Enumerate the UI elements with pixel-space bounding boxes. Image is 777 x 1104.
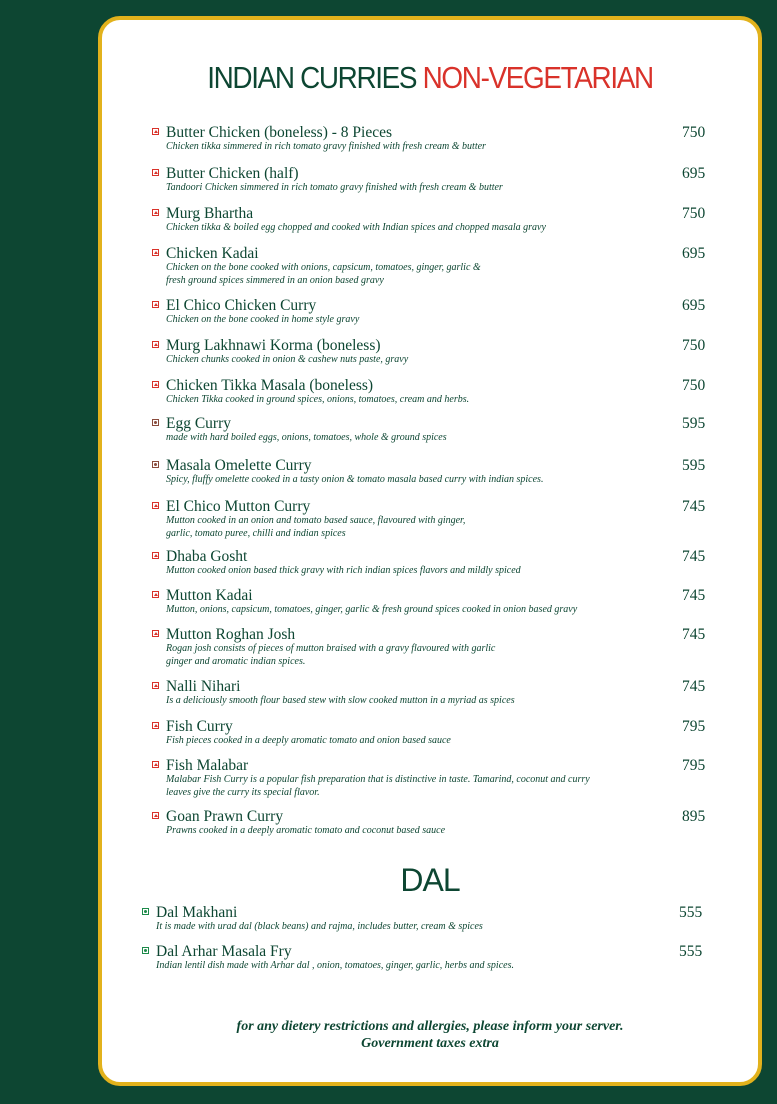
item-description: Indian lentil dish made with Arhar dal , onion, tomatoes, ginger, garlic, herbs and spices.	[156, 960, 514, 971]
item-price: 595	[682, 415, 706, 432]
item-description: Chicken on the bone cooked with onions, capsicum, tomatoes, ginger, garlic &	[166, 262, 481, 273]
item-name: El Chico Mutton Curry	[166, 498, 311, 515]
item-description: Chicken tikka simmered in rich tomato gravy finished with fresh cream & butter	[166, 141, 486, 152]
title-part-1: INDIAN CURRIES	[207, 60, 417, 95]
item-name: Fish Curry	[166, 718, 233, 735]
item-price: 750	[682, 337, 706, 354]
non-veg-icon	[152, 128, 159, 135]
menu-item	[166, 757, 590, 799]
item-description: Spicy, fluffy omelette cooked in a tasty onion & tomato masala based curry with indian spices.	[166, 474, 544, 485]
item-name: Egg Curry	[166, 415, 232, 432]
item-price: 745	[682, 678, 706, 695]
item-name: Goan Prawn Curry	[166, 808, 284, 825]
item-price: 795	[682, 757, 706, 774]
item-price: 745	[682, 548, 706, 565]
menu-item	[166, 587, 577, 617]
item-name: Dal Arhar Masala Fry	[156, 943, 292, 960]
item-description: Tandoori Chicken simmered in rich tomato gravy finished with fresh cream & butter	[166, 182, 503, 193]
menu-item	[166, 626, 495, 668]
item-name: Butter Chicken (half)	[166, 165, 299, 182]
item-name: Masala Omelette Curry	[166, 457, 312, 474]
title-part-2: NON-VEGETARIAN	[422, 60, 653, 95]
non-veg-icon	[152, 209, 159, 216]
item-price: 745	[682, 498, 706, 515]
item-price: 750	[682, 377, 706, 394]
item-price: 555	[679, 943, 703, 960]
footer-note	[102, 1018, 758, 1052]
item-description: fresh ground spices simmered in an onion based gravy	[166, 274, 384, 286]
item-name: Nalli Nihari	[166, 678, 241, 695]
menu-item	[166, 415, 447, 445]
item-price: 895	[682, 808, 706, 825]
non-veg-icon	[152, 552, 159, 559]
non-veg-icon	[152, 761, 159, 768]
item-name: Chicken Tikka Masala (boneless)	[166, 377, 374, 394]
menu-item	[166, 377, 469, 407]
page-title	[135, 60, 725, 96]
non-veg-icon	[152, 812, 159, 819]
non-veg-icon	[152, 502, 159, 509]
item-price: 745	[682, 587, 706, 604]
non-veg-icon	[152, 591, 159, 598]
item-price: 750	[682, 205, 706, 222]
footer-line-1: for any dietery restrictions and allergies, please inform your server.	[236, 1019, 624, 1034]
item-name: El Chico Chicken Curry	[166, 297, 317, 314]
item-description: Fish pieces cooked in a deeply aromatic tomato and onion based sauce	[166, 735, 451, 746]
item-description: Chicken chunks cooked in onion & cashew nuts paste, gravy	[166, 354, 409, 365]
veg-icon	[142, 947, 149, 954]
menu-item	[166, 205, 546, 235]
item-description: Chicken Tikka cooked in ground spices, onions, tomatoes, cream and herbs.	[166, 394, 470, 405]
item-name: Dal Makhani	[156, 904, 238, 921]
item-description: Prawns cooked in a deeply aromatic tomato and coconut based sauce	[166, 825, 446, 836]
non-veg-icon	[152, 630, 159, 637]
item-price: 695	[682, 165, 706, 182]
item-name: Mutton Roghan Josh	[166, 626, 296, 643]
non-veg-icon	[152, 722, 159, 729]
item-description: garlic, tomato puree, chilli and indian spices	[166, 527, 346, 539]
menu-item	[166, 245, 481, 287]
item-description: Mutton cooked onion based thick gravy with rich indian spices flavors and mildly spiced	[166, 565, 521, 576]
item-price: 595	[682, 457, 706, 474]
menu-item	[166, 165, 503, 195]
item-description: Is a deliciously smooth flour based stew with slow cooked mutton in a myriad as spices	[166, 695, 515, 706]
item-price: 555	[679, 904, 703, 921]
menu-item	[166, 498, 465, 540]
item-description: Chicken on the bone cooked in home style gravy	[166, 314, 360, 325]
item-description: Rogan josh consists of pieces of mutton braised with a gravy flavoured with garlic	[166, 643, 496, 654]
item-price: 695	[682, 297, 706, 314]
item-price: 750	[682, 124, 706, 141]
non-veg-icon	[152, 341, 159, 348]
non-veg-icon	[152, 381, 159, 388]
menu-item	[166, 718, 451, 748]
egg-icon	[152, 419, 159, 426]
menu-item	[156, 943, 514, 973]
item-name: Mutton Kadai	[166, 587, 253, 604]
menu-item	[166, 337, 408, 367]
item-description: leaves give the curry its special flavor.	[166, 786, 320, 798]
item-description: It is made with urad dal (black beans) and rajma, includes butter, cream & spices	[156, 921, 483, 932]
menu-card	[98, 16, 762, 1086]
item-price: 745	[682, 626, 706, 643]
item-name: Chicken Kadai	[166, 245, 259, 262]
menu-item	[166, 457, 543, 487]
menu-item	[166, 808, 445, 838]
non-veg-icon	[152, 682, 159, 689]
item-price: 695	[682, 245, 706, 262]
menu-item	[166, 548, 521, 578]
item-description: Malabar Fish Curry is a popular fish preparation that is distinctive in taste. Tamarind, coconut and curry	[166, 774, 590, 785]
item-name: Fish Malabar	[166, 757, 249, 774]
item-description: Chicken tikka & boiled egg chopped and cooked with Indian spices and chopped masala gravy	[166, 222, 546, 233]
non-veg-icon	[152, 249, 159, 256]
veg-icon	[142, 908, 149, 915]
menu-item	[166, 678, 515, 708]
footer-line-2: Government taxes extra	[361, 1036, 499, 1051]
item-description: ginger and aromatic indian spices.	[166, 655, 306, 667]
menu-item	[166, 124, 486, 154]
item-name: Dhaba Gosht	[166, 548, 248, 565]
item-price: 795	[682, 718, 706, 735]
item-name: Butter Chicken (boneless) - 8 Pieces	[166, 124, 392, 141]
non-veg-icon	[152, 301, 159, 308]
menu-item	[166, 297, 359, 327]
item-name: Murg Lakhnawi Korma (boneless)	[166, 337, 381, 354]
egg-icon	[152, 461, 159, 468]
item-description: Mutton, onions, capsicum, tomatoes, ginger, garlic & fresh ground spices cooked in onion based gravy	[166, 604, 578, 615]
non-veg-icon	[152, 169, 159, 176]
item-description: made with hard boiled eggs, onions, tomatoes, whole & ground spices	[166, 432, 447, 443]
dal-section-title: DAL	[400, 862, 460, 898]
item-name: Murg Bhartha	[166, 205, 254, 222]
item-description: Mutton cooked in an onion and tomato based sauce, flavoured with ginger,	[166, 515, 466, 526]
menu-item	[156, 904, 483, 934]
